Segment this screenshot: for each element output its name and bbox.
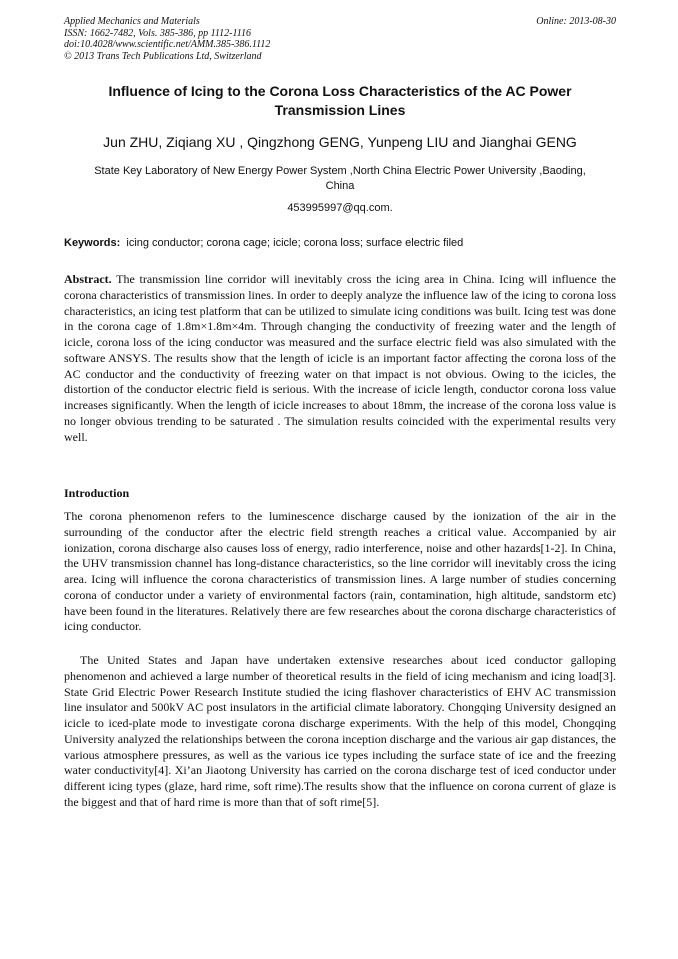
copyright-line: © 2013 Trans Tech Publications Ltd, Switzerland bbox=[64, 50, 262, 62]
intro-paragraph-1 bbox=[64, 509, 616, 635]
journal-header bbox=[64, 16, 616, 62]
intro-paragraph-2 bbox=[64, 653, 616, 811]
keywords-text: icing conductor; corona cage; icicle; corona loss; surface electric filed bbox=[126, 237, 464, 249]
keywords-label: Keywords: bbox=[64, 237, 121, 249]
intro-paragraph-2-text: The United States and Japan have undertaken extensive researches about iced conductor galloping phenomenon and achieved a large number of theoretical results in the field of icing mechanism and icing load[3]. State Grid Electric Power Research Institute studied the icing flashover characteristics of EHV AC transmission line insulator and 500kV AC post insulators in the artificial climate laboratory. Chongqing University designed an icicle to iced-plate mode to investigate corona discharge experiments. With the help of this model, Chongqing University analyzed the relationships between the corona inception discharge and the various air gap distances, the various atmosphere pressures, as well as the various ice types including the surface state of ice and the freezing water conductivity[4]. Xi’an Jiaotong University has carried on the corona discharge test of iced conductor under different icing types (glaze, hard rime, soft rime).The results show that the influence on corona current of glaze is the biggest and that of hard rime is more than that of soft rime[5]. bbox=[64, 653, 616, 809]
paper-title: Influence of Icing to the Corona Loss Characteristics of the AC Power Transmission Lines bbox=[108, 83, 572, 118]
issn-line: ISSN: 1662-7482, Vols. 385-386, pp 1112-1116 bbox=[64, 27, 252, 39]
journal-name: Applied Mechanics and Materials bbox=[64, 16, 200, 27]
abstract-text: The transmission line corridor will inevitably cross the icing area in China. Icing will influence the corona characteristics of transmission lines. In order to deeply analyze the influence law of the icing to corona loss characteristics, an icing test platform that can be utilized to simulate icing conditions was built. Icing test was done in the corona cage of 1.8m×1.8m×4m. Through changing the conductivity of freezing water and the length of icicle, corona loss of the icing conductor was measured and the surface electric field was also simulated with the software ANSYS. The results show that the length of icicle is an important factor affecting the corona loss of the AC conductor and the conductivity of freezing water on that impact is not obvious. Owing to the icicles, the distortion of the conductor electric field is serious. With the increase of icicle length, conductor corona loss value increases significantly. When the length of icicle increases to about 18mm, the increase of the corona loss value is no longer obvious trending to be saturated . The simulation results coincided with the experimental results very well. bbox=[64, 272, 616, 444]
keywords bbox=[64, 236, 616, 251]
author-email: 453995997@qq.com. bbox=[287, 202, 393, 214]
section-heading-introduction: Introduction bbox=[64, 486, 130, 500]
abstract-label: Abstract. bbox=[64, 272, 112, 286]
doi-line: doi:10.4028/www.scientific.net/AMM.385-386.1112 bbox=[64, 39, 271, 50]
affiliation: State Key Laboratory of New Energy Power System ,North China Electric Power University ,Baoding, China bbox=[94, 165, 586, 192]
intro-paragraph-1-text: The corona phenomenon refers to the luminescence discharge caused by the ionization of the air in the surrounding of the conductor after the electric field strength reaches a critical value. Accompanied by air ionization, corona discharge also causes loss of energy, radio interference, noise and other hazards[1-2]. In China, the UHV transmission channel has long-distance characteristics, so the line corridor will inevitably cross the icing area. Icing will influence the corona characteristics of transmission lines. A large number of studies concerning corona of conductor under a variety of environmental factors (rain, contamination, high altitude, sandstorm etc) have been found in the literatures. Relatively there are few researches about the corona discharge characteristics of icing conductor. bbox=[64, 509, 616, 634]
author-list: Jun ZHU, Ziqiang XU , Qingzhong GENG, Yunpeng LIU and Jianghai GENG bbox=[103, 134, 577, 150]
abstract bbox=[64, 272, 616, 445]
online-date: Online: 2013-08-30 bbox=[536, 16, 616, 27]
